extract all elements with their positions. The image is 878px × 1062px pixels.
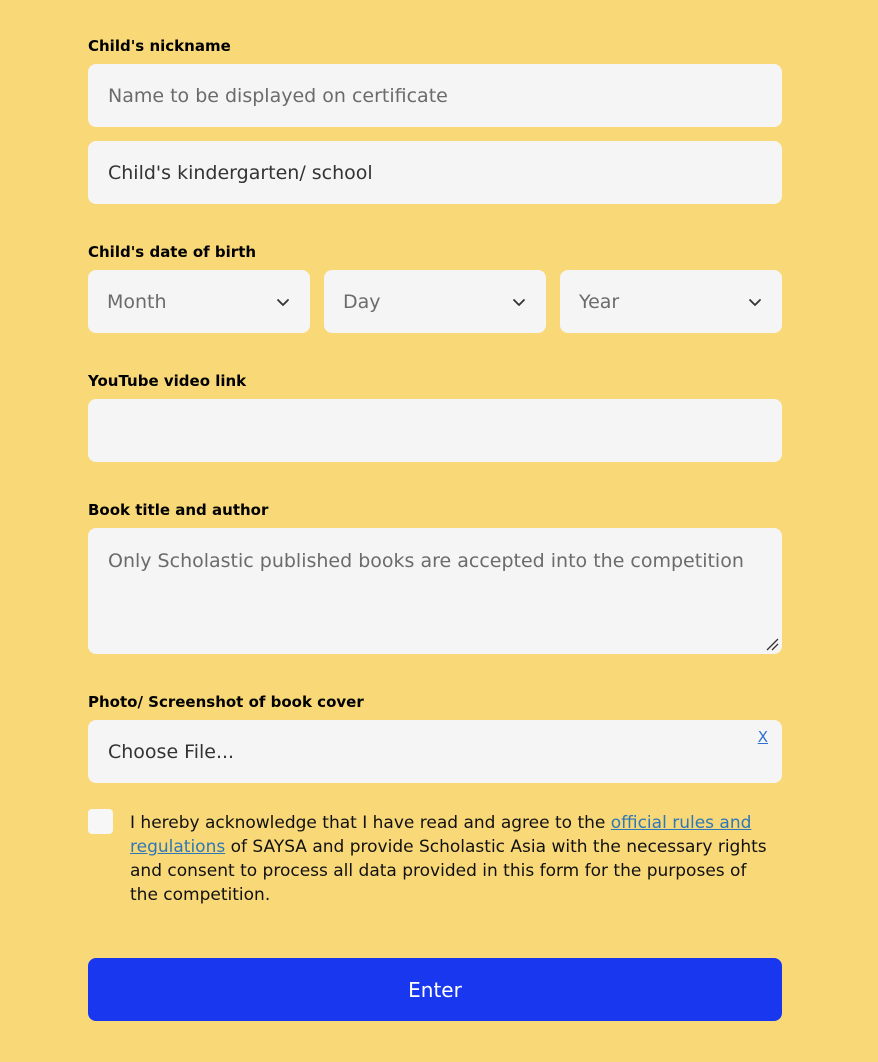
day-select-value: Day: [343, 290, 381, 313]
nickname-input[interactable]: [88, 64, 782, 127]
chevron-down-icon: [275, 294, 291, 310]
day-select[interactable]: [324, 270, 546, 333]
resize-handle-icon[interactable]: [765, 637, 779, 651]
month-select-value: Month: [107, 290, 167, 313]
year-select-value: Year: [579, 290, 620, 313]
year-select[interactable]: [560, 270, 782, 333]
chevron-down-icon: [511, 294, 527, 310]
school-input[interactable]: [88, 141, 782, 204]
cover-label: Photo/ Screenshot of book cover: [88, 693, 364, 711]
consent-text-before: I hereby acknowledge that I have read and agree to the: [130, 813, 611, 833]
consent-checkbox[interactable]: [88, 809, 113, 834]
official-rules-link[interactable]: official rules and regulations: [130, 813, 752, 857]
clear-file-link[interactable]: X: [757, 728, 768, 746]
dob-label: Child's date of birth: [88, 243, 257, 261]
book-textarea[interactable]: [88, 528, 782, 654]
nickname-placeholder: Name to be displayed on certificate: [108, 84, 448, 107]
school-placeholder: Child's kindergarten/ school: [108, 161, 373, 184]
consent-text-after: of SAYSA and provide Scholastic Asia with the necessary rights and consent to process all data provided in this form for the purposes of the competition.: [130, 837, 767, 905]
youtube-input[interactable]: [88, 399, 782, 462]
enter-button[interactable]: [88, 958, 782, 1021]
chevron-down-icon: [747, 294, 763, 310]
consent-text: [130, 811, 770, 907]
month-select[interactable]: [88, 270, 310, 333]
book-label: Book title and author: [88, 501, 269, 519]
enter-button-label: Enter: [408, 977, 462, 1002]
cover-file-input[interactable]: [88, 720, 782, 783]
choose-file-button[interactable]: Choose File...: [108, 740, 235, 763]
book-placeholder: Only Scholastic published books are accepted into the competition: [108, 550, 744, 572]
nickname-label: Child's nickname: [88, 37, 231, 55]
youtube-label: YouTube video link: [88, 372, 247, 390]
